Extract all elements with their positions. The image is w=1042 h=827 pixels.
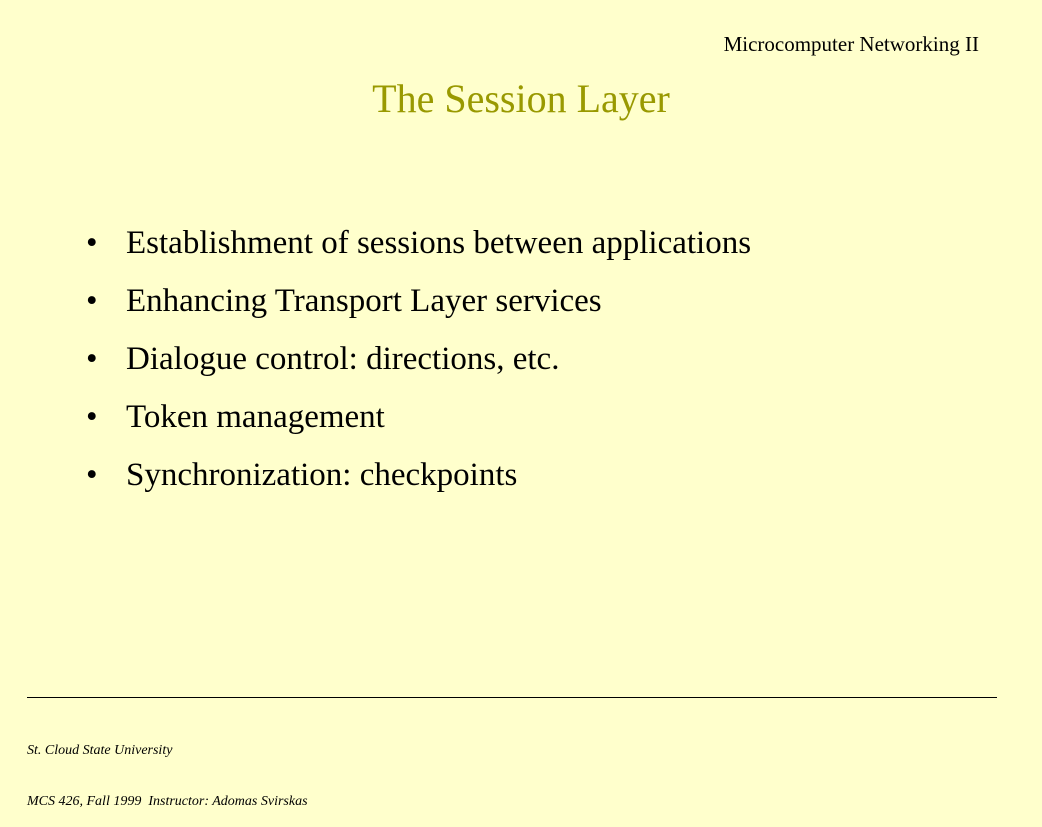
bullet-text: Token management bbox=[126, 399, 385, 435]
footer-course-info: MCS 426, Fall 1999 Instructor: Adomas Svirskas bbox=[27, 794, 308, 809]
bullet-item bbox=[86, 340, 751, 398]
bullet-icon: • bbox=[86, 225, 98, 261]
footer bbox=[27, 708, 308, 827]
course-header: Microcomputer Networking II bbox=[723, 32, 979, 56]
bullet-text: Establishment of sessions between applications bbox=[126, 225, 752, 261]
footer-divider bbox=[27, 697, 997, 698]
bullet-text: Enhancing Transport Layer services bbox=[126, 283, 602, 319]
bullet-text: Dialogue control: directions, etc. bbox=[126, 341, 560, 377]
bullet-item bbox=[86, 456, 751, 514]
bullet-item bbox=[86, 398, 751, 456]
bullet-icon: • bbox=[86, 341, 98, 377]
bullet-item bbox=[86, 282, 751, 340]
bullet-text: Synchronization: checkpoints bbox=[126, 457, 518, 493]
bullet-icon: • bbox=[86, 283, 98, 319]
bullet-item bbox=[86, 224, 751, 282]
slide-title: The Session Layer bbox=[372, 76, 670, 121]
bullet-icon: • bbox=[86, 457, 98, 493]
footer-institution: St. Cloud State University bbox=[27, 743, 173, 758]
bullet-icon: • bbox=[86, 399, 98, 435]
bullet-list bbox=[86, 224, 751, 514]
